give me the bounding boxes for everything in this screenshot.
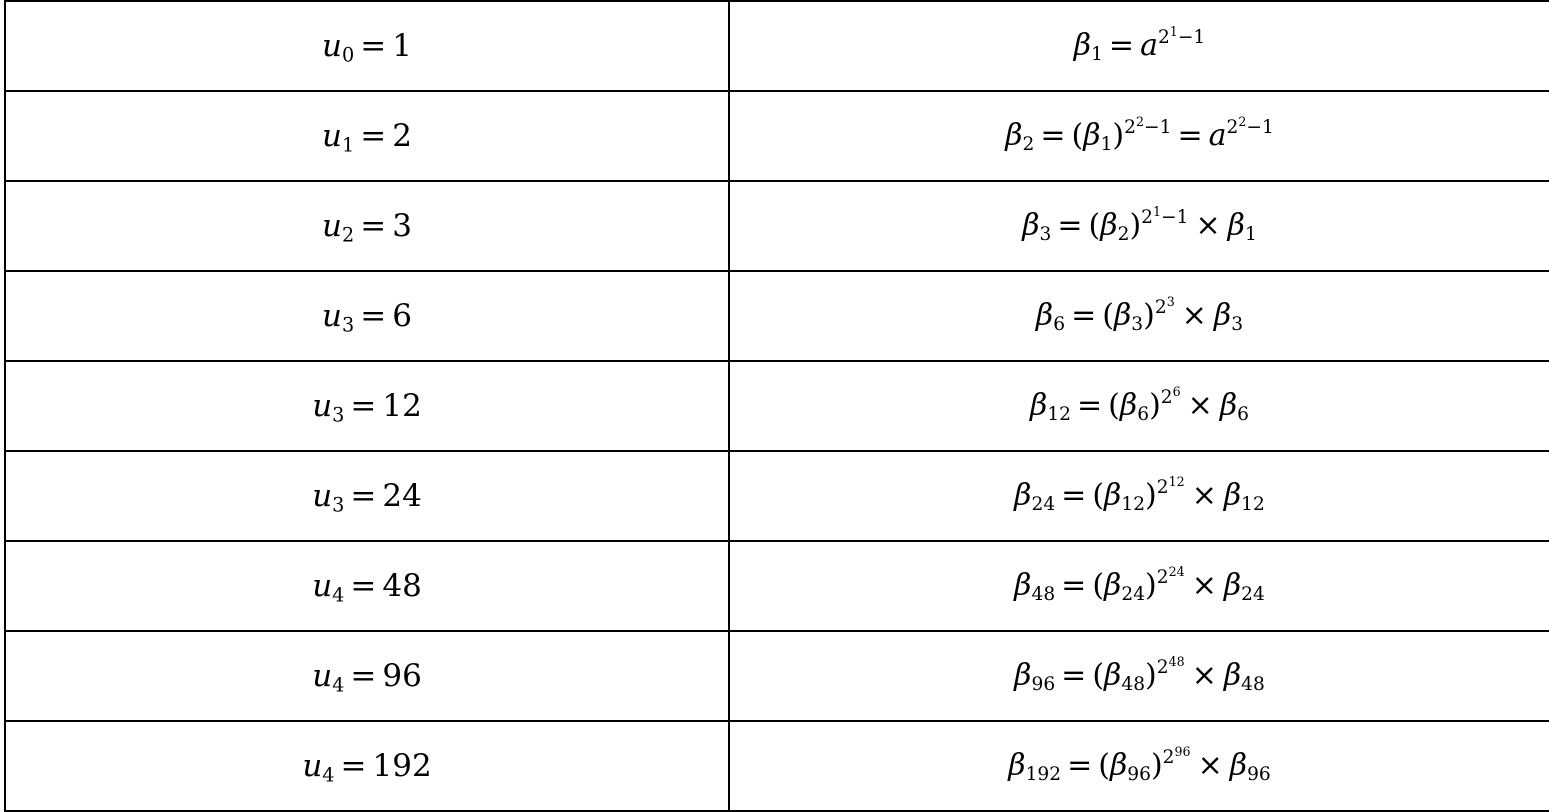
u-value: 96 — [382, 657, 422, 694]
beta-mult-index: 6 — [1237, 404, 1249, 426]
exp-base: 2 — [1154, 297, 1167, 319]
beta-cell — [729, 361, 1549, 451]
table-row — [5, 361, 1549, 451]
beta-base-index: 2 — [1117, 224, 1130, 246]
sequence-expression: $u_4 = 96$ — [312, 657, 422, 696]
beta-expression: $\beta_3 = (\beta_2)^{2^1-1} \times \beta_1$ — [1022, 204, 1257, 246]
sequence-cell — [5, 181, 729, 271]
beta-index: 96 — [1031, 674, 1056, 696]
beta-expression: $\beta_1 = a^{2^1-1}$ — [1073, 24, 1206, 66]
beta-exponent — [1154, 294, 1175, 319]
beta-index: 48 — [1031, 584, 1056, 606]
beta-exponent — [1162, 744, 1191, 769]
u-value: 6 — [392, 297, 412, 334]
table-row — [5, 181, 1549, 271]
exp-base: 2 — [1141, 207, 1153, 229]
exp-base: 2 — [1156, 567, 1169, 589]
beta-cell — [729, 541, 1549, 631]
beta-index: 3 — [1039, 224, 1052, 246]
table-row — [5, 271, 1549, 361]
beta-exponent — [1156, 474, 1185, 499]
sequence-cell — [5, 1, 729, 91]
beta-cell — [729, 451, 1549, 541]
beta-exponent — [1160, 384, 1181, 409]
beta-exponent — [1156, 654, 1185, 679]
beta-expression: $\beta_{12} = (\beta_6)^{2^6} \times \beta_6$ — [1030, 384, 1249, 426]
beta-exponent — [1156, 564, 1185, 589]
beta-mult-index: 24 — [1241, 584, 1265, 606]
math-table — [4, 0, 1549, 812]
exp-base: 2 — [1156, 477, 1169, 499]
sequence-cell — [5, 451, 729, 541]
beta-index: 2 — [1022, 134, 1035, 156]
u-index: 3 — [332, 402, 345, 426]
beta-base-index: 6 — [1137, 404, 1150, 426]
table-row — [5, 541, 1549, 631]
table-row — [5, 451, 1549, 541]
exp-base: 2 — [1160, 387, 1173, 409]
exp-exp: 3 — [1166, 294, 1175, 310]
beta-index: 192 — [1025, 764, 1062, 786]
exp-exp: 2 — [1135, 114, 1145, 130]
beta-base-index: 1 — [1100, 134, 1113, 156]
beta-expression: $\beta_2 = (\beta_1)^{2^2-1} = a^{2^2-1}$ — [1005, 114, 1274, 156]
u-value: 24 — [382, 477, 422, 514]
sequence-expression: $u_3 = 12$ — [312, 387, 422, 426]
sequence-cell — [5, 91, 729, 181]
table-row — [5, 91, 1549, 181]
beta-index: 24 — [1031, 494, 1056, 516]
sequence-cell — [5, 361, 729, 451]
sequence-cell — [5, 271, 729, 361]
sequence-cell — [5, 721, 729, 811]
u-index: 3 — [342, 312, 355, 336]
u-index: 2 — [342, 222, 355, 246]
exp-exp: 1 — [1153, 204, 1162, 220]
table-row — [5, 721, 1549, 811]
beta-exponent — [1124, 114, 1172, 139]
beta-cell — [729, 271, 1549, 361]
exp-exp: 12 — [1168, 474, 1185, 490]
beta-cell — [729, 181, 1549, 271]
sequence-expression: $u_0 = 1$ — [322, 27, 412, 66]
u-value: 1 — [392, 27, 412, 64]
exp-base: 2 — [1124, 117, 1136, 139]
beta-index: 6 — [1053, 314, 1066, 336]
beta-base-index: 3 — [1131, 314, 1144, 336]
exp-offset: −1 — [1246, 117, 1274, 139]
sequence-cell — [5, 541, 729, 631]
u-value: 48 — [382, 567, 422, 604]
u-index: 4 — [332, 672, 345, 696]
beta-alt-base: a — [1208, 118, 1227, 153]
beta-expression: $\beta_6 = (\beta_3)^{2^3} \times \beta_3$ — [1035, 294, 1244, 336]
sequence-expression: $u_1 = 2$ — [322, 117, 412, 156]
beta-expression: $\beta_{192} = (\beta_{96})^{2^{96}} \times \beta_{96}$ — [1008, 744, 1271, 786]
beta-cell — [729, 631, 1549, 721]
beta-cell — [729, 721, 1549, 811]
exp-exp: 2 — [1238, 114, 1247, 130]
beta-index: 1 — [1091, 44, 1103, 66]
beta-base-index: 48 — [1121, 674, 1146, 696]
u-index: 4 — [332, 582, 345, 606]
table-body — [5, 1, 1549, 811]
sequence-expression: $u_3 = 6$ — [322, 297, 412, 336]
exp-base: 2 — [1226, 117, 1239, 139]
beta-cell — [729, 1, 1549, 91]
sequence-expression: $u_2 = 3$ — [322, 207, 412, 246]
beta-base: a — [1140, 28, 1158, 63]
table-row — [5, 631, 1549, 721]
sequence-expression: $u_3 = 24$ — [312, 477, 422, 516]
beta-mult-index: 12 — [1241, 494, 1265, 516]
table-row — [5, 1, 1549, 91]
exp-exp: 48 — [1168, 654, 1185, 670]
beta-exponent — [1157, 24, 1206, 49]
beta-mult-index: 1 — [1244, 224, 1257, 246]
u-value: 2 — [392, 117, 412, 154]
beta-index: 12 — [1047, 404, 1072, 426]
exp-base: 2 — [1156, 657, 1169, 679]
beta-expression: $\beta_{24} = (\beta_{12})^{2^{12}} \times \beta_{12}$ — [1014, 474, 1265, 516]
beta-mult-index: 96 — [1247, 764, 1271, 786]
beta-alt-exponent — [1226, 114, 1274, 139]
beta-base-index: 24 — [1121, 584, 1146, 606]
exp-offset: −1 — [1161, 207, 1189, 229]
u-index: 4 — [322, 762, 335, 786]
beta-expression: $\beta_{48} = (\beta_{24})^{2^{24}} \times \beta_{24}$ — [1014, 564, 1265, 606]
u-value: 192 — [372, 747, 432, 784]
exp-base: 2 — [1157, 27, 1170, 49]
beta-base-index: 96 — [1127, 764, 1151, 786]
u-index: 3 — [332, 492, 345, 516]
exp-exp: 96 — [1174, 744, 1191, 760]
u-value: 12 — [382, 387, 422, 424]
beta-mult-index: 3 — [1231, 314, 1244, 336]
beta-base-index: 12 — [1121, 494, 1146, 516]
sequence-expression: $u_4 = 192$ — [302, 747, 432, 786]
exp-offset: −1 — [1177, 27, 1206, 49]
u-value: 3 — [392, 207, 412, 244]
beta-mult-index: 48 — [1241, 674, 1265, 696]
exp-exp: 1 — [1169, 24, 1178, 40]
u-index: 0 — [342, 42, 355, 66]
sequence-expression: $u_4 = 48$ — [312, 567, 422, 606]
u-index: 1 — [342, 132, 355, 156]
beta-expression: $\beta_{96} = (\beta_{48})^{2^{48}} \times \beta_{48}$ — [1014, 654, 1265, 696]
beta-exponent — [1141, 204, 1189, 229]
exp-exp: 24 — [1168, 564, 1185, 580]
sequence-cell — [5, 631, 729, 721]
exp-exp: 6 — [1172, 384, 1181, 400]
beta-cell — [729, 91, 1549, 181]
exp-offset: −1 — [1144, 117, 1172, 139]
exp-base: 2 — [1162, 747, 1175, 769]
